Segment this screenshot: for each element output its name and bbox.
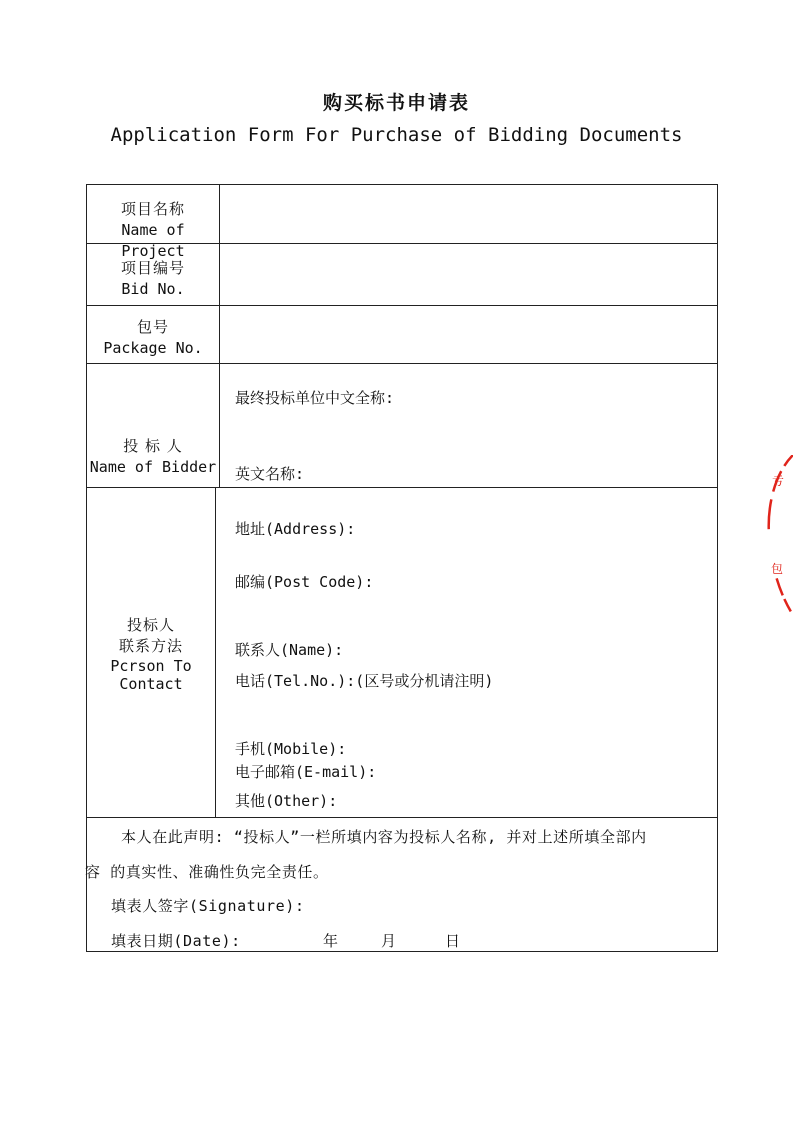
- column-divider: [219, 185, 220, 487]
- other-contact-field[interactable]: 其他(Other):: [235, 792, 338, 810]
- svg-text:包: 包: [771, 562, 784, 576]
- red-seal-stamp: [763, 455, 793, 615]
- contact-label-cn-1: 投标人: [126, 616, 175, 634]
- project-name-label: [87, 199, 219, 262]
- date-day: 日: [445, 932, 461, 950]
- bid-no-label-cn: 项目编号: [120, 259, 185, 277]
- bid-no-field[interactable]: [221, 245, 715, 303]
- form-title-english: Application Form For Purchase of Bidding Documents: [110, 124, 683, 146]
- row-divider: [87, 817, 717, 818]
- svg-text:亏: 亏: [772, 474, 785, 488]
- row-divider: [87, 363, 717, 364]
- row-divider: [87, 487, 717, 488]
- project-name-label-cn: 项目名称: [120, 200, 185, 218]
- contact-label-cn-2: 联系方法: [118, 637, 183, 655]
- project-name-field[interactable]: [221, 187, 715, 242]
- contact-person-label: [87, 615, 215, 693]
- application-form-table: [86, 184, 718, 952]
- package-no-label: [87, 317, 219, 359]
- package-no-label-cn: 包号: [136, 318, 169, 336]
- contact-label-en-2: Contact: [119, 675, 183, 693]
- date-month: 月: [381, 932, 397, 950]
- bidder-label-cn: 投 标 人: [123, 437, 183, 455]
- column-divider: [215, 487, 216, 817]
- row-divider: [87, 305, 717, 306]
- bidder-english-name-field[interactable]: 英文名称:: [235, 465, 305, 483]
- declaration-line-2: 容 的真实性、准确性负完全责任。: [85, 863, 329, 881]
- contact-name-field[interactable]: 联系人(Name):: [235, 641, 344, 659]
- bid-no-label-en: Bid No.: [121, 280, 185, 298]
- telephone-field[interactable]: 电话(Tel.No.):(区号或分机请注明): [235, 672, 494, 690]
- mobile-field[interactable]: 手机(Mobile):: [235, 740, 347, 758]
- declaration-line-1: 本人在此声明: “投标人”一栏所填内容为投标人名称, 并对上述所填全部内: [121, 828, 647, 846]
- bidder-label-en: Name of Bidder: [89, 458, 217, 476]
- form-title-chinese: 购买标书申请表: [322, 92, 470, 114]
- email-field[interactable]: 电子邮箱(E-mail):: [235, 763, 377, 781]
- bid-no-label: [87, 258, 219, 300]
- address-field[interactable]: 地址(Address):: [235, 520, 356, 538]
- package-no-label-en: Package No.: [103, 339, 203, 357]
- project-name-label-en: Name of Project: [121, 221, 185, 260]
- bidder-chinese-name-field[interactable]: 最终投标单位中文全称:: [235, 389, 395, 407]
- contact-label-en-1: Pcrson To: [110, 657, 192, 675]
- signature-field[interactable]: 填表人签字(Signature):: [111, 897, 305, 915]
- post-code-field[interactable]: 邮编(Post Code):: [235, 573, 374, 591]
- date-year: 年: [323, 932, 339, 950]
- package-no-field[interactable]: [221, 307, 715, 362]
- date-label: 填表日期(Date):: [111, 932, 241, 950]
- bidder-label: [87, 436, 219, 478]
